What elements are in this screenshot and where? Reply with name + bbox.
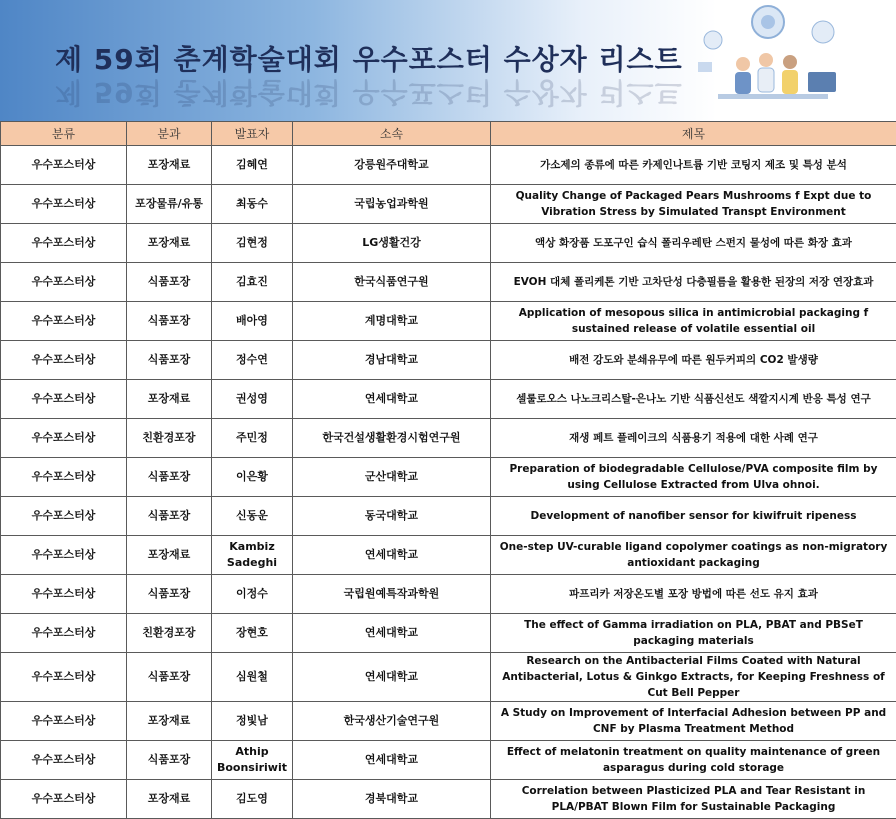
column-header-affiliation: 소속	[293, 122, 491, 146]
awards-table	[0, 121, 896, 819]
cell-presenter: 김효진	[212, 263, 293, 302]
cell-category: 우수포스터상	[1, 780, 127, 819]
cell-category: 우수포스터상	[1, 185, 127, 224]
page-title-reflection: 제 59회 춘계학술대회 우수포스터 수상자 리스트	[55, 74, 683, 114]
column-header-category: 분류	[1, 122, 127, 146]
cell-division: 포장재료	[127, 536, 212, 575]
cell-title: 배전 강도와 분쇄유무에 따른 원두커피의 CO2 발생량	[491, 341, 896, 380]
cell-category: 우수포스터상	[1, 263, 127, 302]
cell-category: 우수포스터상	[1, 497, 127, 536]
table-row	[1, 458, 896, 497]
table-row	[1, 419, 896, 458]
cell-affiliation: 연세대학교	[293, 614, 491, 653]
cell-title: One-step UV-curable ligand copolymer coatings as non-migratory antioxidant packaging	[491, 536, 896, 575]
cell-affiliation: 연세대학교	[293, 741, 491, 780]
cell-title: Preparation of biodegradable Cellulose/PVA composite film by using Cellulose Extracted from Ulva ohnoi.	[491, 458, 896, 497]
cell-category: 우수포스터상	[1, 458, 127, 497]
cell-division: 식품포장	[127, 497, 212, 536]
cell-title: 가소제의 종류에 따른 카제인나트륨 기반 코팅지 제조 및 특성 분석	[491, 146, 896, 185]
cell-affiliation: 경북대학교	[293, 780, 491, 819]
cell-category: 우수포스터상	[1, 702, 127, 741]
cell-title: 재생 페트 플레이크의 식품용기 적용에 대한 사례 연구	[491, 419, 896, 458]
cell-title: EVOH 대체 폴리케톤 기반 고차단성 다층필름을 활용한 된장의 저장 연장효과	[491, 263, 896, 302]
cell-category: 우수포스터상	[1, 575, 127, 614]
cell-affiliation: 동국대학교	[293, 497, 491, 536]
cell-title: Correlation between Plasticized PLA and Tear Resistant in PLA/PBAT Blown Film for Sustainable Packaging	[491, 780, 896, 819]
cell-affiliation: 경남대학교	[293, 341, 491, 380]
column-header-presenter: 발표자	[212, 122, 293, 146]
table-row	[1, 224, 896, 263]
table-row	[1, 575, 896, 614]
table-row	[1, 614, 896, 653]
cell-presenter: 주민정	[212, 419, 293, 458]
cell-affiliation: 연세대학교	[293, 380, 491, 419]
table-row	[1, 497, 896, 536]
cell-division: 식품포장	[127, 263, 212, 302]
table-row	[1, 341, 896, 380]
cell-division: 친환경포장	[127, 419, 212, 458]
table-row	[1, 780, 896, 819]
table-header-row	[1, 122, 896, 146]
cell-title: 파프리카 저장온도별 포장 방법에 따른 선도 유지 효과	[491, 575, 896, 614]
cell-presenter: 신동운	[212, 497, 293, 536]
cell-affiliation: 연세대학교	[293, 653, 491, 702]
cell-presenter: 심원철	[212, 653, 293, 702]
cell-division: 식품포장	[127, 653, 212, 702]
cell-category: 우수포스터상	[1, 653, 127, 702]
cell-affiliation: 한국식품연구원	[293, 263, 491, 302]
cell-presenter: 최동수	[212, 185, 293, 224]
table-row	[1, 185, 896, 224]
cell-affiliation: 계명대학교	[293, 302, 491, 341]
cell-title: Effect of melatonin treatment on quality maintenance of green asparagus during cold storage	[491, 741, 896, 780]
cell-presenter: 이은황	[212, 458, 293, 497]
column-header-division: 분과	[127, 122, 212, 146]
cell-division: 포장재료	[127, 146, 212, 185]
cell-presenter: 김혜연	[212, 146, 293, 185]
table-body	[1, 146, 896, 819]
cell-category: 우수포스터상	[1, 536, 127, 575]
cell-category: 우수포스터상	[1, 341, 127, 380]
cell-division: 포장재료	[127, 224, 212, 263]
cell-presenter: 권성영	[212, 380, 293, 419]
cell-division: 식품포장	[127, 575, 212, 614]
cell-presenter: Kambiz Sadeghi	[212, 536, 293, 575]
cell-category: 우수포스터상	[1, 302, 127, 341]
cell-title: Application of mesopous silica in antimicrobial packaging f sustained release of volatile essential oil	[491, 302, 896, 341]
table-row	[1, 146, 896, 185]
cell-presenter: Athip Boonsiriwit	[212, 741, 293, 780]
table-row	[1, 263, 896, 302]
table-row	[1, 302, 896, 341]
page-title: 제 59회 춘계학술대회 우수포스터 수상자 리스트	[55, 38, 683, 78]
cell-affiliation: 연세대학교	[293, 536, 491, 575]
cell-affiliation: 국립원예특작과학원	[293, 575, 491, 614]
cell-affiliation: LG생활건강	[293, 224, 491, 263]
cell-category: 우수포스터상	[1, 146, 127, 185]
cell-affiliation: 한국건설생활환경시험연구원	[293, 419, 491, 458]
cell-division: 포장재료	[127, 780, 212, 819]
cell-category: 우수포스터상	[1, 741, 127, 780]
cell-presenter: 정수연	[212, 341, 293, 380]
cell-title: The effect of Gamma irradiation on PLA, PBAT and PBSeT packaging materials	[491, 614, 896, 653]
researchers-illustration	[688, 2, 848, 117]
cell-division: 식품포장	[127, 741, 212, 780]
cell-title: A Study on Improvement of Interfacial Adhesion between PP and CNF by Plasma Treatment Method	[491, 702, 896, 741]
cell-division: 포장재료	[127, 702, 212, 741]
cell-category: 우수포스터상	[1, 614, 127, 653]
cell-category: 우수포스터상	[1, 224, 127, 263]
cell-title: 셀룰로오스 나노크리스탈-은나노 기반 식품신선도 색깔지시계 반응 특성 연구	[491, 380, 896, 419]
cell-title: Research on the Antibacterial Films Coated with Natural Antibacterial, Lotus & Ginkgo Extracts, for Keeping Freshness of Cut Bell Pepper	[491, 653, 896, 702]
table-row	[1, 380, 896, 419]
cell-category: 우수포스터상	[1, 380, 127, 419]
cell-title: Quality Change of Packaged Pears Mushrooms f Expt due to Vibration Stress by Simulated Transpt Environment	[491, 185, 896, 224]
cell-affiliation: 군산대학교	[293, 458, 491, 497]
table-row	[1, 536, 896, 575]
cell-division: 포장물류/유통	[127, 185, 212, 224]
cell-affiliation: 국립농업과학원	[293, 185, 491, 224]
cell-presenter: 배아영	[212, 302, 293, 341]
cell-title: Development of nanofiber sensor for kiwifruit ripeness	[491, 497, 896, 536]
cell-presenter: 김도영	[212, 780, 293, 819]
cell-presenter: 이정수	[212, 575, 293, 614]
cell-division: 식품포장	[127, 458, 212, 497]
table-row	[1, 741, 896, 780]
header-banner	[0, 0, 896, 121]
table-row	[1, 653, 896, 702]
column-header-title: 제목	[491, 122, 896, 146]
cell-category: 우수포스터상	[1, 419, 127, 458]
cell-affiliation: 한국생산기술연구원	[293, 702, 491, 741]
cell-division: 식품포장	[127, 341, 212, 380]
cell-affiliation: 강릉원주대학교	[293, 146, 491, 185]
cell-title: 액상 화장품 도포구인 습식 폴리우레탄 스펀지 물성에 따른 화장 효과	[491, 224, 896, 263]
cell-division: 포장재료	[127, 380, 212, 419]
table-row	[1, 702, 896, 741]
cell-division: 친환경포장	[127, 614, 212, 653]
cell-presenter: 정빛남	[212, 702, 293, 741]
cell-presenter: 김현정	[212, 224, 293, 263]
cell-division: 식품포장	[127, 302, 212, 341]
cell-presenter: 장현호	[212, 614, 293, 653]
